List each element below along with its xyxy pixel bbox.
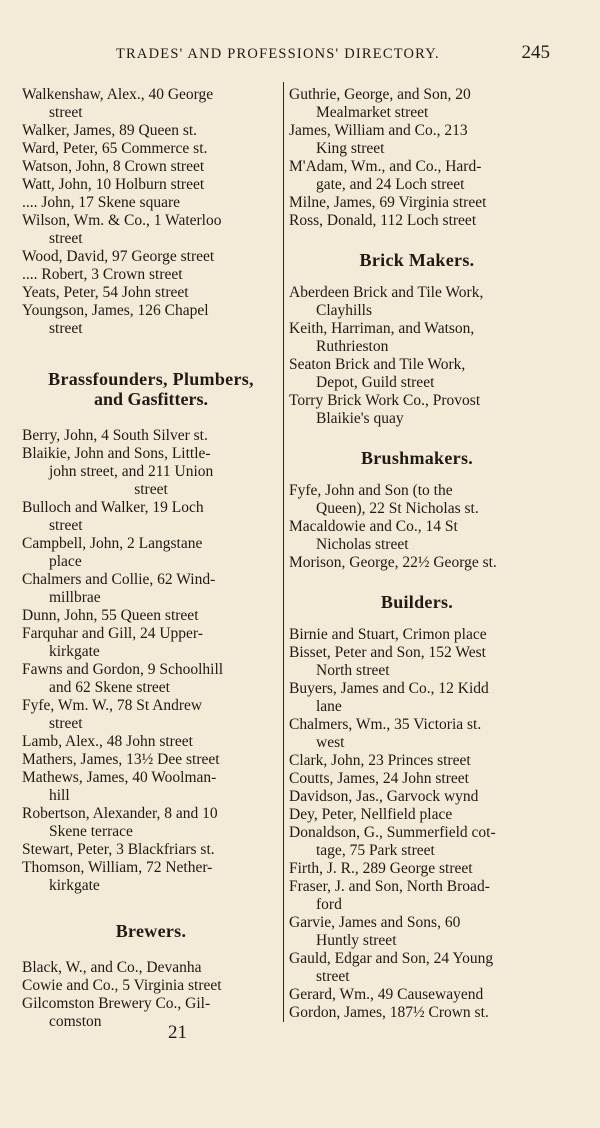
section-brick-makers: [289, 284, 545, 428]
running-title: TRADES' AND PROFESSIONS' DIRECTORY.: [116, 46, 440, 62]
list-item: M'Adam, Wm., and Co., Hard- gate, and 24 Loch street: [289, 158, 482, 193]
list-item: Berry, John, 4 South Silver st.: [22, 427, 208, 444]
list-item: Farquhar and Gill, 24 Upper- kirkgate: [22, 625, 203, 660]
section-subtitle-gasfitters: and Gasfitters.: [94, 389, 208, 409]
list-item: Seaton Brick and Tile Work, Depot, Guild street: [289, 356, 466, 391]
list-item: .... John, 17 Skene square: [22, 194, 180, 211]
list-item: Thomson, William, 72 Nether- kirkgate: [22, 859, 213, 894]
list-item: Ward, Peter, 65 Commerce st.: [22, 140, 208, 157]
list-item: Torry Brick Work Co., Provost Blaikie's quay: [289, 392, 481, 427]
list-item: Gordon, James, 187½ Crown st.: [289, 1004, 489, 1021]
list-item: Robertson, Alexander, 8 and 10 Skene terrace: [22, 805, 218, 840]
section-title-brewers: Brewers.: [115, 921, 187, 941]
section-brewers: [22, 959, 280, 1031]
list-item: Watt, John, 10 Holburn street: [22, 176, 205, 193]
list-item: Macaldowie and Co., 14 St Nicholas street: [289, 518, 458, 553]
list-item: Dunn, John, 55 Queen street: [22, 607, 199, 624]
list-item: Wilson, Wm. & Co., 1 Waterloo street: [22, 212, 222, 247]
footer-page-number: 21: [168, 1022, 187, 1043]
list-item: Dey, Peter, Nellfield place: [289, 806, 453, 823]
list-item: Davidson, Jas., Garvock wynd: [289, 788, 479, 805]
list-item: Bisset, Peter and Son, 152 West North street: [289, 644, 486, 679]
section-title-builders: Builders.: [380, 592, 454, 612]
list-item: Coutts, James, 24 John street: [289, 770, 469, 787]
section-title-brick-makers: Brick Makers.: [359, 250, 475, 270]
list-item: Mathers, James, 13½ Dee street: [22, 751, 220, 768]
list-item: Yeats, Peter, 54 John street: [22, 284, 189, 301]
list-item: Donaldson, G., Summerfield cot- tage, 75 Park street: [289, 824, 496, 859]
list-item: Wood, David, 97 George street: [22, 248, 215, 265]
list-item: Watson, John, 8 Crown street: [22, 158, 205, 175]
list-item: Chalmers, Wm., 35 Victoria st. west: [289, 716, 482, 751]
entries-w-y: [22, 86, 280, 338]
entries-g-r: [289, 86, 545, 230]
list-item: Gerard, Wm., 49 Causewayend: [289, 986, 484, 1003]
list-item: James, William and Co., 213 King street: [289, 122, 468, 157]
section-title-brushmakers: Brushmakers.: [360, 448, 474, 468]
list-item: Blaikie, John and Sons, Little- john street, and 211 Union street: [22, 445, 214, 498]
list-item: Mathews, James, 40 Woolman- hill: [22, 769, 217, 804]
list-item: Milne, James, 69 Virginia street: [289, 194, 487, 211]
list-item: Gilcomston Brewery Co., Gil- comston: [22, 995, 211, 1030]
section-title-brassfounders: Brassfounders, Plumbers,: [48, 369, 254, 389]
left-column: [22, 86, 280, 1031]
right-column: [289, 86, 545, 1022]
list-item: Guthrie, George, and Son, 20 Mealmarket street: [289, 86, 471, 121]
list-item: Morison, George, 22½ George st.: [289, 554, 497, 571]
list-item: Walker, James, 89 Queen st.: [22, 122, 198, 139]
list-item: Chalmers and Collie, 62 Wind- millbrae: [22, 571, 216, 606]
list-item: Buyers, James and Co., 12 Kidd lane: [289, 680, 489, 715]
list-item: Cowie and Co., 5 Virginia street: [22, 977, 222, 994]
section-brassfounders: [22, 427, 280, 895]
list-item: Campbell, John, 2 Langstane place: [22, 535, 203, 570]
list-item: Lamb, Alex., 48 John street: [22, 733, 193, 750]
section-builders: [289, 626, 545, 1022]
list-item: Keith, Harriman, and Watson, Ruthrieston: [289, 320, 475, 355]
list-item: Black, W., and Co., Devanha: [22, 959, 202, 976]
list-item: Fyfe, John and Son (to the Queen), 22 St Nicholas st.: [289, 482, 479, 517]
list-item: Garvie, James and Sons, 60 Huntly street: [289, 914, 461, 949]
page-header: [20, 44, 550, 68]
column-divider: [283, 82, 284, 1022]
list-item: Gauld, Edgar and Son, 24 Young street: [289, 950, 494, 985]
list-item: Fraser, J. and Son, North Broad- ford: [289, 878, 490, 913]
list-item: Fawns and Gordon, 9 Schoolhill and 62 Skene street: [22, 661, 224, 696]
list-item: Stewart, Peter, 3 Blackfriars st.: [22, 841, 215, 858]
list-item: Birnie and Stuart, Crimon place: [289, 626, 487, 643]
list-item: Youngson, James, 126 Chapel street: [22, 302, 209, 337]
list-item: .... Robert, 3 Crown street: [22, 266, 183, 283]
list-item: Aberdeen Brick and Tile Work, Clayhills: [289, 284, 484, 319]
list-item: Fyfe, Wm. W., 78 St Andrew street: [22, 697, 203, 732]
list-item: Firth, J. R., 289 George street: [289, 860, 473, 877]
list-item: Walkenshaw, Alex., 40 George street: [22, 86, 214, 121]
header-page-number: 245: [521, 42, 550, 63]
section-brushmakers: [289, 482, 545, 572]
list-item: Ross, Donald, 112 Loch street: [289, 212, 477, 229]
list-item: Bulloch and Walker, 19 Loch street: [22, 499, 204, 534]
list-item: Clark, John, 23 Princes street: [289, 752, 471, 769]
